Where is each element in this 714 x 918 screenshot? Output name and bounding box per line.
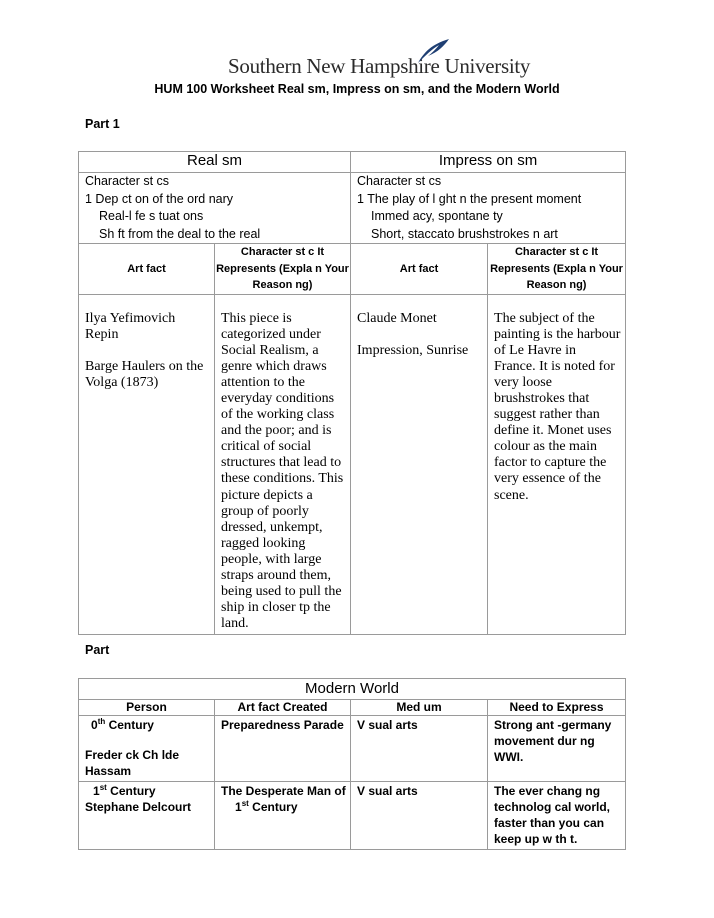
artifact-cell: [215, 782, 351, 850]
medium-cell: V sual arts: [351, 716, 488, 782]
document-title: HUM 100 Worksheet Real sm, Impress on sm, and the Modern World: [154, 82, 560, 96]
person-name: Freder ck Ch lde Hassam: [85, 748, 180, 778]
artist-name: Claude Monet: [357, 310, 437, 326]
need-cell: The ever chang ng technolog cal world, faster than you can keep up w th t.: [488, 782, 626, 850]
modern-world-table: [78, 678, 626, 850]
char-line: 1 The play of l ght n the present moment: [357, 191, 582, 206]
table-row: [79, 716, 626, 782]
person-cell: [79, 782, 215, 850]
realism-explanation: This piece is categorized under Social Realism, a genre which draws attention to the everyday conditions of the working class and the poor; and is critical of social structures that lead to these conditions. This picture depicts a group of poorly dressed, unkempt, ragged looking people, with large straps around them, being used to pull the ship in closer tp the land.: [215, 294, 351, 634]
medium-header: Med um: [351, 700, 488, 716]
need-header: Need to Express: [488, 700, 626, 716]
artifact-header: Art fact: [79, 244, 215, 295]
char-line: Immed acy, spontane ty: [371, 209, 503, 223]
char-line: 1 Dep ct on of the ord nary: [85, 191, 234, 206]
artifact-cell: Preparedness Parade: [215, 716, 351, 782]
century-label: [85, 717, 210, 733]
impressionism-heading: Impress on sm: [351, 152, 626, 173]
artifact-line: The Desperate Man of: [221, 784, 346, 798]
represents-header: Character st c It Represents (Expla n Your Reason ng): [215, 244, 351, 295]
impressionism-artifact-cell: [351, 294, 488, 634]
char-line: Character st cs: [357, 174, 442, 188]
century-word: Century: [105, 718, 154, 732]
impressionism-explanation: The subject of the painting is the harbour of Le Havre in France. It is noted for very loose brushstrokes that suggest rather than define it. Monet uses colour as the main factor to capture the very essence of the scene.: [488, 294, 626, 634]
part2-label: Part: [85, 643, 110, 657]
artwork-title: Impression, Sunrise: [357, 342, 469, 358]
person-cell: [79, 716, 215, 782]
part1-label: Part 1: [85, 117, 120, 131]
artwork-title: Barge Haulers on the Volga (1873): [85, 358, 204, 390]
artifact-century: [221, 799, 346, 815]
artist-name: Ilya Yefimovich Repin: [85, 310, 176, 342]
char-line: Sh ft from the deal to the real: [99, 226, 261, 241]
logo-text: Southern New Hampshire University: [228, 54, 531, 78]
modern-world-title: Modern World: [79, 679, 626, 700]
century-number: 0: [91, 718, 98, 732]
realism-artifact-cell: [79, 294, 215, 634]
person-header: Person: [79, 700, 215, 716]
medium-cell: V sual arts: [351, 782, 488, 850]
century-label: [85, 783, 210, 799]
char-line: Character st cs: [85, 174, 170, 188]
part1-table: [78, 151, 626, 635]
person-name: Stephane Delcourt: [85, 800, 192, 814]
realism-heading: Real sm: [79, 152, 351, 173]
quill-icon: [416, 38, 450, 64]
century-suffix: st: [241, 799, 249, 808]
century-suffix: th: [97, 717, 106, 726]
university-logo: [228, 38, 531, 82]
table-row: [79, 782, 626, 850]
century-word: Century: [248, 800, 298, 814]
impressionism-characteristics: [351, 173, 626, 244]
artifact-header: Art fact: [351, 244, 488, 295]
char-line: Short, staccato brushstrokes n art: [371, 226, 558, 241]
century-word: Century: [106, 784, 156, 798]
artifact-created-header: Art fact Created: [215, 700, 351, 716]
char-line: Real-l fe s tuat ons: [99, 209, 204, 223]
century-number: 1: [93, 784, 100, 798]
represents-header: Character st c It Represents (Expla n Your Reason ng): [488, 244, 626, 295]
realism-characteristics: [79, 173, 351, 244]
century-number: 1: [235, 800, 242, 814]
need-cell: Strong ant -germany movement dur ng WWI.: [488, 716, 626, 782]
century-suffix: st: [99, 783, 107, 792]
